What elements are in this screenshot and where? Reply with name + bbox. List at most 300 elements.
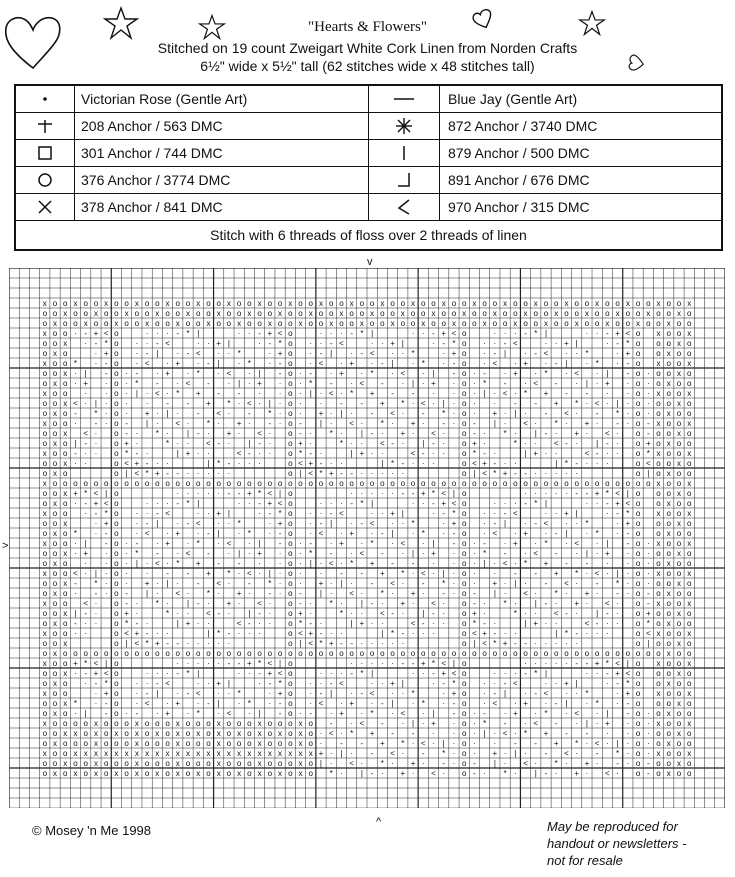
svg-text:o: o — [288, 599, 293, 608]
svg-text:-: - — [94, 509, 98, 518]
svg-text:o: o — [676, 359, 682, 368]
svg-text:o: o — [114, 329, 119, 338]
svg-text:o: o — [124, 719, 129, 728]
svg-text:|: | — [391, 529, 394, 538]
svg-text:o: o — [165, 309, 170, 318]
svg-text:*: * — [595, 359, 599, 368]
svg-text:|: | — [483, 389, 486, 398]
svg-text:·: · — [544, 449, 548, 458]
svg-text:·: · — [524, 439, 527, 448]
svg-text:o: o — [686, 699, 692, 708]
svg-text:+: + — [175, 529, 181, 538]
svg-text:o: o — [461, 399, 467, 408]
svg-text:·: · — [606, 339, 609, 348]
svg-text:o: o — [656, 549, 661, 558]
svg-text:|: | — [411, 379, 415, 388]
svg-text:·: · — [391, 759, 394, 768]
svg-text:<: < — [420, 739, 426, 748]
svg-text:-: - — [483, 449, 486, 458]
svg-text:*: * — [329, 599, 333, 608]
svg-text:·: · — [595, 719, 599, 728]
svg-text:·: · — [84, 459, 88, 468]
svg-text:x: x — [63, 429, 68, 438]
svg-text:x: x — [656, 629, 661, 638]
svg-text:·: · — [340, 529, 343, 538]
svg-text:·: · — [248, 369, 251, 378]
svg-text:+: + — [277, 519, 283, 528]
svg-text:o: o — [52, 629, 58, 638]
svg-text:·: · — [534, 659, 538, 668]
svg-text:o: o — [52, 659, 58, 668]
svg-text:·: · — [258, 339, 261, 348]
svg-text:o: o — [196, 479, 201, 488]
svg-text:-: - — [483, 709, 486, 718]
svg-text:<: < — [502, 729, 508, 738]
svg-text:o: o — [676, 379, 682, 388]
svg-text:-: - — [84, 609, 88, 618]
svg-text:|: | — [319, 419, 323, 428]
svg-text:|: | — [401, 679, 404, 688]
svg-text:<: < — [482, 639, 487, 648]
svg-text:o: o — [666, 369, 671, 378]
svg-text:·: · — [329, 709, 333, 718]
svg-text:o: o — [461, 609, 467, 618]
svg-text:·: · — [513, 429, 517, 438]
svg-text:·: · — [176, 519, 180, 528]
svg-text:-: - — [227, 659, 231, 668]
svg-text:o: o — [635, 619, 641, 628]
svg-text:|: | — [596, 609, 599, 618]
svg-text:x: x — [175, 719, 180, 728]
svg-text:·: · — [595, 629, 599, 638]
svg-text:·: · — [565, 759, 568, 768]
svg-text:+: + — [318, 579, 324, 588]
svg-text:o: o — [349, 649, 354, 658]
svg-text:·: · — [176, 549, 180, 558]
svg-text:x: x — [53, 499, 58, 508]
svg-text:-: - — [329, 549, 333, 558]
svg-text:·: · — [176, 609, 180, 618]
page-title: "Hearts & Flowers" — [308, 19, 427, 35]
svg-text:<: < — [339, 679, 344, 688]
svg-text:+: + — [605, 719, 610, 728]
svg-text:x: x — [676, 429, 681, 438]
svg-text:o: o — [605, 299, 610, 308]
svg-text:o: o — [349, 479, 354, 488]
svg-text:o: o — [52, 639, 58, 648]
plus-symbol — [16, 113, 75, 139]
svg-text:·: · — [411, 699, 415, 708]
svg-text:o: o — [656, 489, 661, 498]
svg-text:+: + — [564, 679, 569, 688]
svg-text:-: - — [278, 539, 282, 548]
svg-text:x: x — [656, 479, 661, 488]
svg-text:o: o — [574, 649, 579, 658]
fabric-info: Stitched on 19 count Zweigart White Cork Linen from Norden Crafts — [157, 40, 578, 56]
svg-text:o: o — [666, 609, 671, 618]
svg-text:·: · — [411, 769, 415, 778]
svg-text:-: - — [585, 659, 589, 668]
svg-text:·: · — [616, 599, 619, 608]
svg-text:·: · — [84, 399, 88, 408]
svg-text:·: · — [155, 579, 159, 588]
svg-text:*: * — [145, 639, 149, 648]
svg-text:x: x — [42, 449, 47, 458]
svg-text:o: o — [308, 769, 313, 778]
svg-text:<: < — [165, 339, 170, 348]
svg-text:o: o — [646, 299, 651, 308]
svg-text:·: · — [554, 469, 558, 478]
svg-text:·: · — [248, 419, 251, 428]
svg-text:|: | — [279, 659, 282, 668]
svg-text:·: · — [452, 409, 456, 418]
svg-text:+: + — [492, 579, 498, 588]
svg-text:·: · — [166, 459, 169, 468]
svg-text:·: · — [575, 409, 579, 418]
svg-text:o: o — [686, 499, 692, 508]
svg-text:|: | — [84, 369, 87, 378]
svg-text:x: x — [595, 299, 600, 308]
svg-text:o: o — [288, 639, 293, 648]
svg-text:-: - — [370, 409, 374, 418]
svg-text:·: · — [524, 579, 527, 588]
svg-text:-: - — [176, 639, 180, 648]
svg-text:·: · — [483, 519, 486, 528]
svg-text:·: · — [237, 599, 241, 608]
svg-text:·: · — [166, 429, 169, 438]
svg-text:o: o — [390, 309, 395, 318]
svg-text:o: o — [686, 639, 692, 648]
svg-text:|: | — [504, 519, 507, 528]
svg-text:x: x — [554, 309, 559, 318]
svg-text:o: o — [635, 549, 641, 558]
svg-text:-: - — [227, 459, 231, 468]
svg-text:x: x — [63, 639, 68, 648]
svg-text:·: · — [411, 499, 415, 508]
svg-text:o: o — [564, 309, 569, 318]
svg-text:o: o — [196, 319, 201, 328]
svg-text:·: · — [421, 419, 425, 428]
svg-text:+: + — [103, 519, 109, 528]
svg-text:-: - — [155, 549, 159, 558]
svg-text:·: · — [196, 659, 200, 668]
svg-text:·: · — [278, 549, 282, 558]
svg-text:|: | — [248, 609, 251, 618]
svg-text:·: · — [278, 379, 282, 388]
svg-text:o: o — [318, 649, 324, 658]
svg-text:·: · — [534, 639, 538, 648]
svg-text:o: o — [52, 549, 58, 558]
svg-text:o: o — [380, 649, 385, 658]
svg-text:*: * — [503, 769, 507, 778]
svg-text:·: · — [391, 489, 394, 498]
svg-text:x: x — [278, 749, 283, 758]
svg-text:·: · — [442, 599, 446, 608]
svg-text:·: · — [329, 589, 333, 598]
svg-text:·: · — [503, 629, 507, 638]
svg-text:·: · — [360, 659, 364, 668]
svg-text:+: + — [431, 379, 436, 388]
svg-text:x: x — [666, 349, 671, 358]
svg-text:*: * — [268, 579, 272, 588]
svg-text:-: - — [84, 499, 88, 508]
svg-text:+: + — [216, 339, 222, 348]
svg-text:·: · — [381, 619, 384, 628]
svg-text:*: * — [421, 359, 425, 368]
svg-text:o: o — [42, 399, 48, 408]
svg-text:x: x — [308, 749, 313, 758]
svg-text:·: · — [606, 629, 609, 638]
svg-text:-: - — [595, 409, 599, 418]
svg-text:-: - — [329, 719, 333, 728]
svg-text:o: o — [103, 759, 109, 768]
svg-text:|: | — [606, 709, 609, 718]
svg-text:·: · — [646, 399, 650, 408]
svg-text:*: * — [350, 729, 354, 738]
svg-text:o: o — [42, 549, 48, 558]
svg-text:<: < — [564, 749, 569, 758]
svg-text:-: - — [84, 329, 88, 338]
svg-text:o: o — [676, 749, 682, 758]
svg-text:·: · — [554, 449, 558, 458]
svg-text:o: o — [676, 409, 682, 418]
svg-text:o: o — [380, 479, 385, 488]
svg-text:-: - — [524, 639, 527, 648]
svg-text:-: - — [381, 529, 384, 538]
svg-text:x: x — [257, 749, 262, 758]
svg-text:x: x — [267, 749, 272, 758]
svg-text:·: · — [544, 619, 548, 628]
svg-text:·: · — [483, 339, 486, 348]
svg-text:·: · — [227, 349, 231, 358]
svg-text:x: x — [93, 719, 98, 728]
svg-text:·: · — [421, 369, 425, 378]
svg-text:·: · — [421, 539, 425, 548]
svg-text:o: o — [482, 299, 487, 308]
svg-text:·: · — [299, 389, 302, 398]
svg-text:<: < — [328, 729, 334, 738]
svg-text:·: · — [176, 489, 180, 498]
svg-text:·: · — [217, 659, 221, 668]
svg-text:o: o — [461, 739, 467, 748]
svg-text:·: · — [268, 699, 272, 708]
svg-text:·: · — [176, 409, 180, 418]
svg-text:o: o — [52, 329, 58, 338]
svg-text:*: * — [452, 679, 456, 688]
svg-text:o: o — [461, 659, 467, 668]
svg-text:o: o — [308, 299, 313, 308]
svg-text:·: · — [646, 559, 650, 568]
svg-text:o: o — [461, 769, 467, 778]
svg-text:o: o — [226, 719, 232, 728]
svg-text:|: | — [176, 619, 179, 628]
center-marker-top: v — [367, 256, 373, 268]
svg-text:·: · — [626, 389, 630, 398]
svg-text:·: · — [432, 729, 435, 738]
svg-text:o: o — [144, 299, 150, 308]
svg-text:·: · — [350, 439, 353, 448]
svg-text:o: o — [533, 649, 538, 658]
svg-text:|: | — [442, 399, 445, 408]
svg-text:·: · — [248, 709, 251, 718]
svg-text:o: o — [676, 439, 682, 448]
svg-text:*: * — [165, 439, 170, 448]
svg-text:x: x — [145, 319, 150, 328]
svg-text:|: | — [227, 679, 230, 688]
svg-text:o: o — [114, 429, 119, 438]
svg-text:o: o — [686, 319, 692, 328]
svg-text:|: | — [125, 469, 128, 478]
svg-text:x: x — [298, 729, 303, 738]
svg-text:·: · — [595, 459, 599, 468]
svg-text:o: o — [216, 649, 221, 658]
svg-text:*: * — [411, 519, 415, 528]
cross-stitch-chart — [9, 268, 725, 808]
svg-text:+: + — [165, 369, 170, 378]
svg-text:o: o — [63, 349, 68, 358]
svg-text:·: · — [483, 689, 486, 698]
svg-text:-: - — [135, 539, 139, 548]
svg-text:·: · — [340, 429, 343, 438]
svg-text:o: o — [666, 669, 671, 678]
svg-text:·: · — [401, 409, 405, 418]
svg-text:·: · — [278, 579, 282, 588]
svg-text:<: < — [216, 409, 222, 418]
svg-text:o: o — [42, 739, 48, 748]
svg-text:*: * — [564, 459, 569, 468]
svg-text:·: · — [452, 579, 456, 588]
svg-text:-: - — [104, 529, 108, 538]
svg-text:<: < — [451, 669, 457, 678]
svg-text:-: - — [554, 529, 558, 538]
svg-text:*: * — [73, 359, 78, 368]
svg-text:+: + — [339, 539, 344, 548]
svg-text:o: o — [288, 659, 293, 668]
svg-text:<: < — [318, 529, 324, 538]
svg-text:·: · — [104, 379, 108, 388]
svg-text:·: · — [626, 419, 630, 428]
svg-text:·: · — [493, 509, 497, 518]
svg-text:·: · — [155, 369, 159, 378]
svg-text:-: - — [381, 549, 384, 558]
svg-text:o: o — [543, 299, 549, 308]
svg-text:·: · — [381, 769, 384, 778]
svg-text:<: < — [73, 569, 78, 578]
svg-text:·: · — [145, 499, 149, 508]
svg-text:·: · — [483, 349, 486, 358]
svg-text:o: o — [359, 649, 365, 658]
stitch-instruction: Stitch with 6 threads of floss over 2 threads of linen — [210, 227, 527, 243]
svg-text:·: · — [319, 569, 323, 578]
svg-text:o: o — [328, 649, 334, 658]
svg-text:x: x — [226, 749, 231, 758]
svg-text:·: · — [84, 509, 88, 518]
svg-text:o: o — [114, 469, 119, 478]
svg-text:·: · — [196, 619, 200, 628]
svg-text:-: - — [196, 429, 200, 438]
svg-text:-: - — [125, 599, 128, 608]
svg-text:o: o — [134, 479, 140, 488]
svg-text:·: · — [360, 489, 364, 498]
svg-text:-: - — [626, 699, 630, 708]
svg-text:-: - — [544, 599, 548, 608]
svg-text:*: * — [73, 529, 78, 538]
svg-text:o: o — [686, 519, 692, 528]
svg-text:-: - — [381, 379, 384, 388]
svg-text:o: o — [52, 459, 58, 468]
svg-text:|: | — [197, 329, 200, 338]
svg-text:o: o — [400, 319, 406, 328]
svg-text:·: · — [411, 669, 415, 678]
svg-text:x: x — [656, 719, 661, 728]
svg-text:o: o — [666, 689, 671, 698]
svg-text:·: · — [145, 679, 149, 688]
svg-text:·: · — [268, 519, 272, 528]
svg-text:+: + — [574, 429, 580, 438]
svg-text:o: o — [42, 619, 48, 628]
svg-text:·: · — [155, 629, 159, 638]
svg-text:o: o — [277, 649, 283, 658]
svg-text:·: · — [135, 689, 139, 698]
svg-text:*: * — [237, 349, 241, 358]
svg-text:-: - — [299, 419, 302, 428]
svg-text:-: - — [452, 699, 456, 708]
svg-text:·: · — [166, 699, 169, 708]
svg-text:·: · — [350, 579, 353, 588]
svg-text:-: - — [493, 689, 497, 698]
svg-text:+: + — [645, 609, 651, 618]
svg-text:o: o — [635, 489, 641, 498]
svg-text:o: o — [236, 479, 242, 488]
svg-text:o: o — [666, 359, 671, 368]
svg-text:·: · — [268, 449, 272, 458]
svg-text:o: o — [42, 759, 48, 768]
svg-text:*: * — [370, 539, 374, 548]
svg-text:o: o — [308, 739, 313, 748]
svg-text:*: * — [401, 569, 405, 578]
svg-text:-: - — [565, 439, 568, 448]
svg-text:o: o — [114, 409, 119, 418]
svg-text:<: < — [645, 459, 651, 468]
svg-text:x: x — [359, 319, 364, 328]
svg-text:-: - — [360, 519, 364, 528]
svg-text:|: | — [575, 679, 578, 688]
svg-text:<: < — [216, 579, 222, 588]
svg-text:·: · — [155, 539, 159, 548]
svg-text:·: · — [606, 509, 609, 518]
svg-text:|: | — [258, 709, 261, 718]
svg-text:·: · — [94, 449, 98, 458]
svg-text:-: - — [401, 489, 405, 498]
svg-text:-: - — [258, 329, 261, 338]
svg-text:+: + — [73, 489, 78, 498]
svg-text:x: x — [666, 589, 671, 598]
svg-text:-: - — [155, 379, 159, 388]
svg-text:+: + — [93, 329, 99, 338]
svg-text:o: o — [533, 479, 538, 488]
svg-text:x: x — [687, 329, 692, 338]
svg-text:·: · — [524, 349, 527, 358]
svg-text:x: x — [63, 399, 68, 408]
svg-text:o: o — [144, 729, 150, 738]
svg-text:-: - — [534, 399, 538, 408]
svg-text:o: o — [155, 759, 160, 768]
svg-text:x: x — [513, 319, 518, 328]
svg-text:o: o — [63, 319, 68, 328]
svg-text:*: * — [401, 739, 405, 748]
svg-text:o: o — [165, 759, 170, 768]
svg-text:·: · — [595, 759, 599, 768]
